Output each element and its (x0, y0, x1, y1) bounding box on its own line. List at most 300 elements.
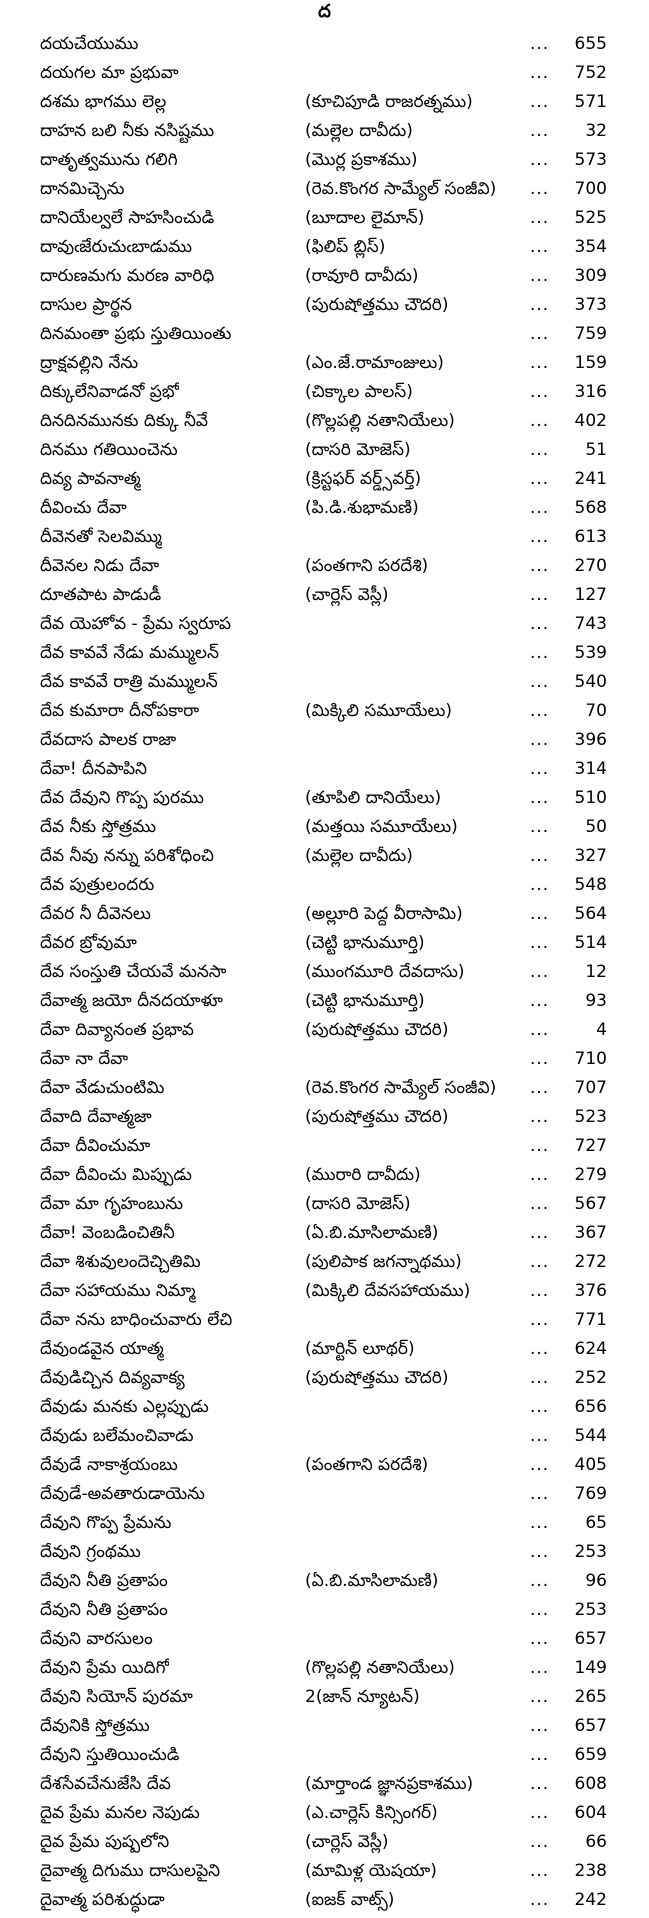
song-author: (గొల్లపల్లి నతానియేలు) (305, 411, 455, 431)
page-number: 4 (596, 1020, 607, 1040)
song-title: దేవర నీ దీవెనలు (40, 904, 151, 924)
song-title: దేవుని నీతి ప్రతాపం (40, 1600, 168, 1620)
index-row (0, 1538, 649, 1567)
leader-dots: ... (530, 1049, 550, 1069)
page-number: 51 (585, 440, 607, 460)
index-row (0, 1654, 649, 1683)
leader-dots: ... (530, 1629, 550, 1649)
page-number: 540 (574, 672, 607, 692)
page-number: 657 (574, 1629, 607, 1649)
page-number: 367 (574, 1223, 607, 1243)
index-row (0, 1074, 649, 1103)
page-number: 659 (574, 1745, 607, 1765)
index-row (0, 1828, 649, 1857)
leader-dots: ... (530, 1194, 550, 1214)
song-title: దయగల మా ప్రభువా (40, 63, 179, 83)
page-number: 127 (574, 585, 607, 605)
leader-dots: ... (530, 1600, 550, 1620)
index-row (0, 1393, 649, 1422)
index-row (0, 1335, 649, 1364)
page-number: 241 (574, 469, 607, 489)
leader-dots: ... (530, 411, 550, 431)
song-author: (కూచిపూడి రాజరత్నము) (305, 92, 473, 112)
song-title: దేశసేవచేనుజేసి దేవ (40, 1774, 171, 1794)
song-author: (చిక్కాల పాలస్) (305, 382, 413, 402)
song-title: దేవ సంస్తుతి చేయవే మనసా (40, 962, 227, 982)
leader-dots: ... (530, 34, 550, 54)
index-row (0, 494, 649, 523)
index-row (0, 407, 649, 436)
leader-dots: ... (530, 1339, 550, 1359)
page-number: 710 (574, 1049, 607, 1069)
song-title: దినము గతియించెను (40, 440, 178, 460)
song-title: దేవ పుత్రులందరు (40, 875, 155, 895)
song-title: దేవుడు బలేమంచివాడు (40, 1426, 194, 1446)
song-title: దాహన బలి నీకు నసిష్టము (40, 121, 215, 141)
page-number: 70 (585, 701, 607, 721)
song-title: దేవ కావవే నేడు మమ్ములన్ (40, 643, 219, 663)
leader-dots: ... (530, 1281, 550, 1301)
page-number: 567 (574, 1194, 607, 1214)
song-title: దేవాది దేవాత్మజా (40, 1107, 152, 1127)
index-row (0, 1683, 649, 1712)
song-title: దేవుని స్తుతియించుడి (40, 1745, 180, 1765)
leader-dots: ... (530, 1571, 550, 1591)
song-author: (అల్లూరి పెద్ద వీరాసామి) (305, 904, 463, 924)
leader-dots: ... (530, 1890, 550, 1910)
index-row (0, 1451, 649, 1480)
song-author: (తూపిలి దానియేలు) (305, 788, 442, 808)
song-title: దేవా వేడుచుంటిమి (40, 1078, 165, 1098)
leader-dots: ... (530, 1136, 550, 1156)
leader-dots: ... (530, 1223, 550, 1243)
index-row (0, 146, 649, 175)
leader-dots: ... (530, 1513, 550, 1533)
page-number: 769 (574, 1484, 607, 1504)
leader-dots: ... (530, 759, 550, 779)
leader-dots: ... (530, 875, 550, 895)
index-row (0, 1364, 649, 1393)
song-title: దేవ నీవు నన్ను పరిశోధించి (40, 846, 214, 866)
song-title: దేవా దివ్యానంత ప్రభావ (40, 1020, 194, 1040)
song-author: (ఐజక్ వాట్స్) (305, 1890, 395, 1910)
leader-dots: ... (530, 1252, 550, 1272)
index-row (0, 1103, 649, 1132)
page-number: 752 (574, 63, 607, 83)
song-title: దిక్కులేనివాడనో ప్రభో (40, 382, 180, 402)
page-number: 707 (574, 1078, 607, 1098)
index-row (0, 262, 649, 291)
index-row (0, 784, 649, 813)
page-number: 771 (574, 1310, 607, 1330)
index-row (0, 1219, 649, 1248)
index-row (0, 291, 649, 320)
song-title: దేవుడే నాకాశ్రయంబు (40, 1455, 178, 1475)
page-number: 657 (574, 1716, 607, 1736)
leader-dots: ... (530, 63, 550, 83)
index-row (0, 929, 649, 958)
index-row (0, 349, 649, 378)
page-number: 32 (585, 121, 607, 141)
song-title: దానమిచ్చెను (40, 179, 125, 199)
leader-dots: ... (530, 469, 550, 489)
song-author: (రెవ.కొంగర సామ్యేల్ సంజీవి) (305, 179, 497, 199)
index-row (0, 813, 649, 842)
song-title: దీవెనతో సెలవిమ్ము (40, 527, 162, 547)
page-number: 571 (574, 92, 607, 112)
page-number: 50 (585, 817, 607, 837)
song-title: దేవ దేవుని గొప్ప పురము (40, 788, 204, 808)
page-number: 568 (574, 498, 607, 518)
page-number: 727 (574, 1136, 607, 1156)
song-title: దివ్య పావనాత్మ (40, 469, 141, 489)
song-title: దూతపాట పాడుడీ (40, 585, 162, 605)
song-title: దేవుని గ్రంథము (40, 1542, 141, 1562)
song-title: దయచేయుము (40, 34, 139, 54)
leader-dots: ... (530, 1832, 550, 1852)
index-row (0, 581, 649, 610)
page-number: 373 (574, 295, 607, 315)
song-author: (మామిళ్ల యెషయా) (305, 1861, 437, 1881)
index-row (0, 639, 649, 668)
index-row (0, 871, 649, 900)
song-author: (ఏ.బి.మాసిలామణి) (305, 1223, 439, 1243)
leader-dots: ... (530, 846, 550, 866)
song-title: దేవా! దీనపాపిని (40, 759, 147, 779)
song-title: దేవా శిశువులందెచ్చితిమి (40, 1252, 201, 1272)
leader-dots: ... (530, 817, 550, 837)
page-number: 65 (585, 1513, 607, 1533)
leader-dots: ... (530, 1542, 550, 1562)
song-author: (మల్లెల దావీదు) (305, 121, 413, 141)
index-row (0, 233, 649, 262)
index-row (0, 378, 649, 407)
index-row (0, 842, 649, 871)
song-title: దీవెనల నిడు దేవా (40, 556, 160, 576)
leader-dots: ... (530, 1861, 550, 1881)
index-row (0, 175, 649, 204)
index-row (0, 1625, 649, 1654)
song-author: (పురుషోత్తము చౌదరి) (305, 1107, 449, 1127)
song-author: (చార్లెస్ వెస్లీ) (305, 1832, 389, 1852)
song-title: దాసుల ప్రార్థన (40, 295, 132, 315)
page-number: 700 (574, 179, 607, 199)
song-title: దేవుడు మనకు ఎల్లప్పుడు (40, 1397, 209, 1417)
leader-dots: ... (530, 1078, 550, 1098)
index-row (0, 987, 649, 1016)
page-number: 279 (574, 1165, 607, 1185)
leader-dots: ... (530, 382, 550, 402)
song-author: (దాసరి మోజెస్) (305, 1194, 411, 1214)
page-number: 405 (574, 1455, 607, 1475)
index-row (0, 697, 649, 726)
song-author: (మిక్కిలి దేవసహాయము) (305, 1281, 471, 1301)
index-row (0, 88, 649, 117)
song-title: దశమ భాగము లెల్ల (40, 92, 167, 112)
leader-dots: ... (530, 1165, 550, 1185)
index-row (0, 1161, 649, 1190)
page-number: 514 (574, 933, 607, 953)
song-author: (పి.డి.శుభామణి) (305, 498, 419, 518)
song-index-list (0, 30, 649, 1915)
song-title: దేవుడిచ్చిన దివ్యవాక్య (40, 1368, 185, 1388)
song-title: దీవించు దేవా (40, 498, 127, 518)
index-row (0, 1190, 649, 1219)
index-row (0, 1857, 649, 1886)
song-title: దేవ యెహోవ - ప్రేమ స్వరూప (40, 614, 232, 634)
song-title: దేవుండవైన యాత్మ (40, 1339, 164, 1359)
song-title: దేవ నీకు స్తోత్రము (40, 817, 156, 837)
song-title: దేవదాస పాలక రాజా (40, 730, 177, 750)
leader-dots: ... (530, 643, 550, 663)
song-author: (ఫిలిప్ బ్లిస్) (305, 237, 386, 257)
leader-dots: ... (530, 962, 550, 982)
song-author: (దాసరి మోజెస్) (305, 440, 411, 460)
page-number: 544 (574, 1426, 607, 1446)
song-title: దానియేల్వలే సాహసించుడి (40, 208, 215, 228)
song-title: దేవ కుమారా దీనోపకారా (40, 701, 200, 721)
leader-dots: ... (530, 1107, 550, 1127)
index-row (0, 204, 649, 233)
index-row (0, 1016, 649, 1045)
page-number: 253 (574, 1542, 607, 1562)
leader-dots: ... (530, 730, 550, 750)
leader-dots: ... (530, 208, 550, 228)
index-row (0, 1509, 649, 1538)
page-number: 314 (574, 759, 607, 779)
song-title: దేవా! వెంబడించితినీ (40, 1223, 175, 1243)
song-author: (మిక్కిలి సమూయేలు) (305, 701, 453, 721)
page-number: 327 (574, 846, 607, 866)
page-number: 402 (574, 411, 607, 431)
page-number: 270 (574, 556, 607, 576)
leader-dots: ... (530, 1397, 550, 1417)
leader-dots: ... (530, 1484, 550, 1504)
index-row (0, 30, 649, 59)
index-row (0, 117, 649, 146)
page-number: 613 (574, 527, 607, 547)
index-row (0, 1045, 649, 1074)
page-number: 759 (574, 324, 607, 344)
leader-dots: ... (530, 121, 550, 141)
page-number: 523 (574, 1107, 607, 1127)
leader-dots: ... (530, 324, 550, 344)
page-number: 376 (574, 1281, 607, 1301)
page-number: 149 (574, 1658, 607, 1678)
song-title: దేవుడే-అవతారుడాయెను (40, 1484, 205, 1504)
index-row (0, 900, 649, 929)
leader-dots: ... (530, 614, 550, 634)
index-row (0, 523, 649, 552)
index-row (0, 1712, 649, 1741)
page-number: 252 (574, 1368, 607, 1388)
page-number: 396 (574, 730, 607, 750)
song-title: దావుఁజేరుచుఁబాడుము (40, 237, 192, 257)
leader-dots: ... (530, 1745, 550, 1765)
index-row (0, 668, 649, 697)
song-author: (మల్లెల దావీదు) (305, 846, 413, 866)
leader-dots: ... (530, 672, 550, 692)
index-row (0, 1306, 649, 1335)
song-title: దేవా నను బాధించువారు లేచి (40, 1310, 233, 1330)
leader-dots: ... (530, 179, 550, 199)
song-author: (మొర్ల ప్రకాశము) (305, 150, 418, 170)
song-title: దైవ ప్రేమ పుష్పలోని (40, 1832, 170, 1852)
leader-dots: ... (530, 585, 550, 605)
leader-dots: ... (530, 1368, 550, 1388)
page-number: 66 (585, 1832, 607, 1852)
song-title: దేవుని గొప్ప ప్రేమను (40, 1513, 172, 1533)
song-title: దేవా సహాయము నిమ్మా (40, 1281, 196, 1301)
page-number: 539 (574, 643, 607, 663)
song-author: (చార్లెస్ వెస్లీ) (305, 585, 389, 605)
page-number: 525 (574, 208, 607, 228)
index-row (0, 726, 649, 755)
leader-dots: ... (530, 1455, 550, 1475)
song-title: ద్రాక్షవల్లిని నేను (40, 353, 139, 373)
page-number: 656 (574, 1397, 607, 1417)
song-title: దారుణమగు మరణ వారిధి (40, 266, 215, 286)
song-author: (మార్తాండ జ్ఞానప్రకాశము) (305, 1774, 474, 1794)
leader-dots: ... (530, 1426, 550, 1446)
song-title: దేవా దీవించుమా (40, 1136, 151, 1156)
song-title: దేవుని నీతి ప్రతాపం (40, 1571, 168, 1591)
index-row (0, 1799, 649, 1828)
song-author: (రావూరి దావీదు) (305, 266, 419, 286)
index-row (0, 1886, 649, 1915)
song-author: (చెట్టి భానుమూర్తి) (305, 933, 425, 953)
song-author: (రెవ.కొంగర సామ్యేల్ సంజీవి) (305, 1078, 497, 1098)
song-title: దేవుని సియోన్ పురమా (40, 1687, 193, 1707)
leader-dots: ... (530, 991, 550, 1011)
index-row (0, 436, 649, 465)
page-number: 510 (574, 788, 607, 808)
page-number: 309 (574, 266, 607, 286)
page-number: 96 (585, 1571, 607, 1591)
page-number: 604 (574, 1803, 607, 1823)
song-title: దేవా దీవించు మిప్పుడు (40, 1165, 192, 1185)
page-number: 743 (574, 614, 607, 634)
page-number: 272 (574, 1252, 607, 1272)
page-number: 624 (574, 1339, 607, 1359)
song-author: (ఎం.జే.రామాంజులు) (305, 353, 444, 373)
song-title: దినమంతా ప్రభు స్తుతియింతు (40, 324, 232, 344)
song-title: దైవ ప్రేమ మనల నెపుడు (40, 1803, 200, 1823)
song-title: దేవా నా దేవా (40, 1049, 129, 1069)
song-title: దైవాత్మ పరిశుద్ధుడా (40, 1890, 165, 1910)
song-author: (మార్టిన్ లూథర్) (305, 1339, 415, 1359)
leader-dots: ... (530, 701, 550, 721)
index-row (0, 1567, 649, 1596)
song-author: (మత్తయి సమూయేలు) (305, 817, 458, 837)
song-author: (పంతగాని పరదేశి) (305, 556, 429, 576)
page-number: 93 (585, 991, 607, 1011)
song-author: (ముంగమూరి దేవదాసు) (305, 962, 465, 982)
index-row (0, 755, 649, 784)
song-author: (ఏ.బి.మాసిలామణి) (305, 1571, 439, 1591)
song-author: (మురారి దావీదు) (305, 1165, 421, 1185)
leader-dots: ... (530, 1716, 550, 1736)
index-row (0, 1132, 649, 1161)
leader-dots: ... (530, 353, 550, 373)
index-row (0, 465, 649, 494)
leader-dots: ... (530, 1310, 550, 1330)
leader-dots: ... (530, 440, 550, 460)
page-number: 238 (574, 1861, 607, 1881)
song-author: (పంతగాని పరదేశి) (305, 1455, 429, 1475)
index-row (0, 1480, 649, 1509)
leader-dots: ... (530, 150, 550, 170)
page-number: 573 (574, 150, 607, 170)
page-number: 548 (574, 875, 607, 895)
leader-dots: ... (530, 295, 550, 315)
page-number: 316 (574, 382, 607, 402)
song-title: దేవుని ప్రేమ యిదిగో (40, 1658, 170, 1678)
page-number: 354 (574, 237, 607, 257)
section-letter-heading: ద (318, 1, 331, 22)
page-number: 242 (574, 1890, 607, 1910)
leader-dots: ... (530, 498, 550, 518)
song-title: దేవాత్మ జయో దీనదయాళూ (40, 991, 223, 1011)
song-author: (గొల్లపల్లి నతానియేలు) (305, 1658, 455, 1678)
index-row (0, 610, 649, 639)
leader-dots: ... (530, 266, 550, 286)
leader-dots: ... (530, 1658, 550, 1678)
index-row (0, 552, 649, 581)
index-row (0, 1277, 649, 1306)
index-row (0, 320, 649, 349)
leader-dots: ... (530, 527, 550, 547)
song-author: (బూదాల లైమాన్) (305, 208, 425, 228)
song-title: దేవా మా గృహంబును (40, 1194, 184, 1214)
song-author: (పురుషోత్తము చౌదరి) (305, 295, 449, 315)
page-number: 253 (574, 1600, 607, 1620)
index-row (0, 1770, 649, 1799)
song-title: దేవునికి స్తోత్రము (40, 1716, 150, 1736)
song-title: దినదినమునకు దిక్కు నీవే (40, 411, 208, 431)
index-row (0, 1422, 649, 1451)
index-row (0, 1248, 649, 1277)
song-title: దేవ కావవే రాత్రి మమ్ములన్ (40, 672, 218, 692)
page-number: 608 (574, 1774, 607, 1794)
index-row (0, 1596, 649, 1625)
page-number: 12 (585, 962, 607, 982)
page-number: 655 (574, 34, 607, 54)
index-row (0, 59, 649, 88)
song-author: (చెట్టి భానుమూర్తి) (305, 991, 425, 1011)
index-row (0, 958, 649, 987)
leader-dots: ... (530, 237, 550, 257)
leader-dots: ... (530, 933, 550, 953)
song-title: దాతృత్వమును గలిగి (40, 150, 178, 170)
page-number: 159 (574, 353, 607, 373)
song-author: (ఎ.చార్లెస్ కిన్సింగర్) (305, 1803, 438, 1823)
leader-dots: ... (530, 904, 550, 924)
song-title: దైవాత్మ దిగుము దాసులపైని (40, 1861, 221, 1881)
leader-dots: ... (530, 1803, 550, 1823)
leader-dots: ... (530, 92, 550, 112)
song-author: (క్రిస్టఫర్ వర్డ్స్‌వర్త్) (305, 469, 422, 489)
song-author: (పురుషోత్తము చౌదరి) (305, 1020, 449, 1040)
leader-dots: ... (530, 788, 550, 808)
song-author: 2(జాన్ న్యూటన్) (305, 1687, 420, 1707)
song-author: (పురుషోత్తము చౌదరి) (305, 1368, 449, 1388)
song-author: (పులిపాక జగన్నాథము) (305, 1252, 462, 1272)
leader-dots: ... (530, 1020, 550, 1040)
page-number: 564 (574, 904, 607, 924)
leader-dots: ... (530, 1687, 550, 1707)
song-title: దేవుని వారసులం (40, 1629, 153, 1649)
